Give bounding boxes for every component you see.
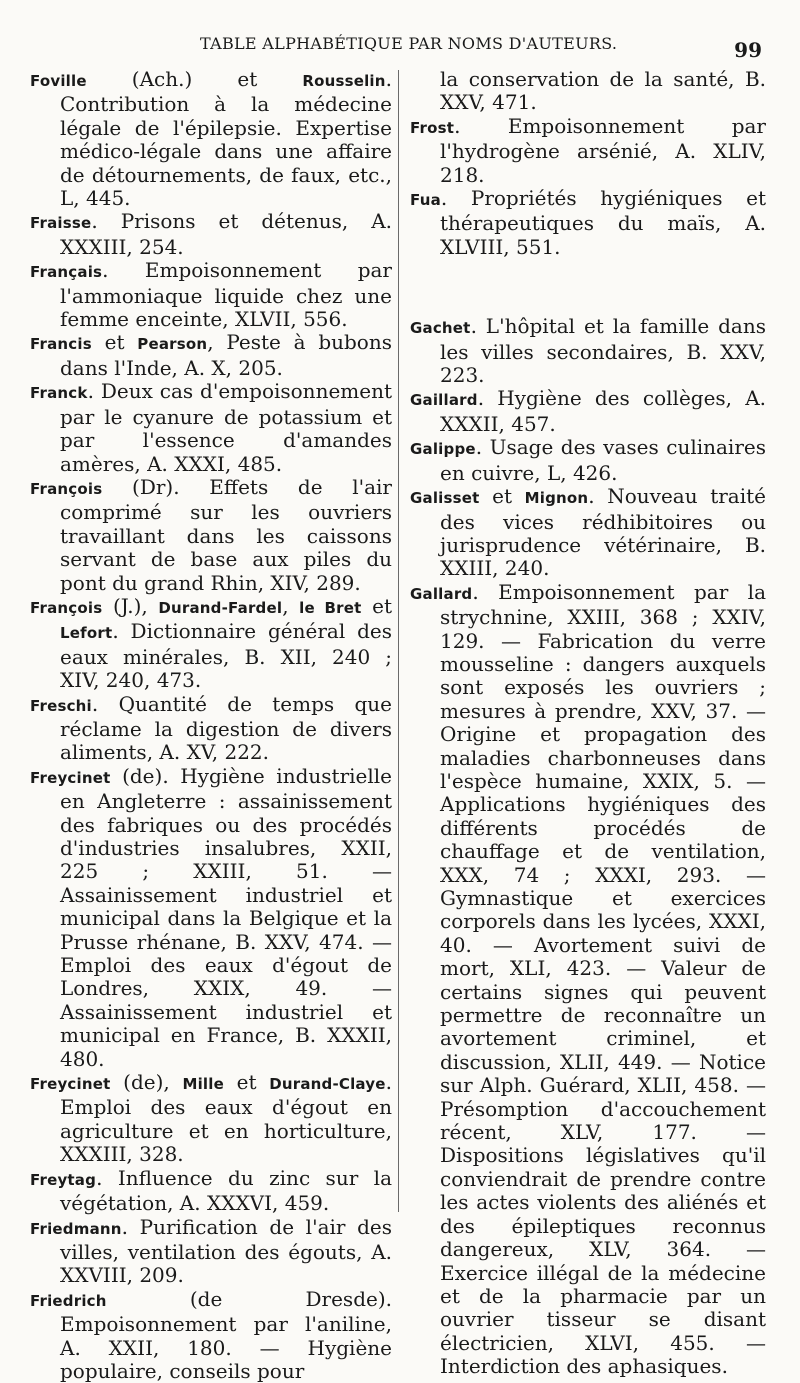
author-name: Freycinet (30, 768, 111, 787)
author-name: Freytag (30, 1170, 97, 1189)
author-name: le Bret (299, 598, 362, 617)
author-name: Friedrich (30, 1291, 107, 1310)
author-name: Galippe (410, 440, 476, 459)
index-entry: Gallard. Empoisonnement par la strychnine, XXIII, 368 ; XXIV, 129. — Fabrication du verre mousseline : dangers auxquels sont exposés les ouvriers ; mesures à prendre, XXV, 37. — Origine et propagation des maladies charbonneuses dans l'espèce humaine, XXIX, 5. — Applications hygiéniques des différents procédés de chauffage et de ventilation, XXX, 74 ; XXXI, 293. — Gymnastique et exercices corporels dans les lycées, XXXI, 40. — Avortement suivi de mort, XLI, 423. — Valeur de certains signes qui peuvent permettre de reconnaître un avortement criminel, et discussion, XLII, 449. — Notice sur Alph. Guérard, XLII, 458. — Présomption d'accouchement récent, XLV, 177. — Dispositions législatives qu'il conviendrait de prendre contre les actes violents des aliénés et des épileptiques reconnus dangereux, XLV, 364. — Exercice illégal de la médecine et de la pharmacie par un ouvrier tisseur se disant électricien, XLVI, 455. — Interdiction des aphasiques. (410, 579, 766, 1379)
author-name: Rousselin (302, 72, 386, 90)
author-name: Fraisse (30, 214, 92, 233)
author-name: Galisset (410, 489, 480, 508)
index-entry: Freytag. Influence du zinc sur la végétation, A. XXXVI, 459. (30, 1165, 392, 1216)
index-entry: Friedrich (de Dresde). Empoisonnement par l'aniline, A. XXII, 180. — Hygiène populaire, conseils pour (30, 1286, 392, 1383)
index-entry: Freycinet (de). Hygiène industrielle en Angleterre : assainissement des fabriques ou des procédés d'industries insalubres, XXII, 225 ; XXIII, 51. — Assainissement industriel et municipal dans la Belgique et la Prusse rhénane, B. XXV, 474. — Emploi des eaux d'égout de Londres, XXIX, 49. — Assainissement industriel et municipal en France, B. XXXII, 480. (30, 763, 392, 1071)
index-entry: Friedmann. Purification de l'air des villes, ventilation des égouts, A. XXVIII, 209. (30, 1214, 392, 1288)
column-divider (398, 70, 399, 1212)
index-entry: Frost. Empoisonnement par l'hydrogène arsénié, A. XLIV, 218. (410, 113, 766, 187)
index-entry: Fua. Propriétés hygiéniques et thérapeutiques du maïs, A. XLVIII, 551. (410, 186, 766, 259)
left-column (30, 68, 392, 1383)
author-name: François (30, 598, 103, 617)
index-entry: Gachet. L'hôpital et la famille dans les villes secondaires, B. XXV, 223. (410, 314, 766, 388)
index-entry: Freschi. Quantité de temps que réclame la digestion de divers aliments, A. XV, 222. (30, 691, 392, 765)
author-name: Mignon (524, 489, 589, 508)
index-entry: Freycinet (de), Mille et Durand-Claye. Emploi des eaux d'égout en agriculture et en horticulture, XXXIII, 328. (30, 1070, 392, 1167)
author-name: Mille (182, 1075, 224, 1094)
index-entry: Gaillard. Hygiène des collèges, A. XXXII, 457. (410, 386, 766, 436)
author-name: Gaillard (410, 391, 478, 410)
author-name: Freschi (30, 696, 92, 715)
page-header (0, 30, 800, 60)
index-entry: Francis et Pearson, Peste à bubons dans l'Inde, A. X, 205. (30, 330, 392, 380)
author-name: Friedmann (30, 1219, 122, 1238)
author-name: Pearson (137, 335, 208, 354)
index-entry: Français. Empoisonnement par l'ammoniaque liquide chez une femme enceinte, XLVII, 556. (30, 258, 392, 332)
author-name: Durand-Fardel (158, 598, 283, 617)
index-entry-continuation: la conservation de la santé, B. XXV, 471. (440, 67, 766, 115)
page-number: 99 (734, 38, 762, 62)
index-entry: Galippe. Usage des vases culinaires en cuivre, L, 426. (410, 435, 766, 485)
author-name: Fua (410, 191, 441, 210)
index-entry: Fraisse. Prisons et détenus, A. XXXIII, 254. (30, 209, 392, 259)
author-name: Foville (30, 72, 87, 90)
author-name: Franck (30, 384, 88, 403)
author-name: Lefort (60, 624, 113, 643)
index-entry: Foville (Ach.) et Rousselin. Contribution à la médecine légale de l'épilepsie. Expertise médico-légale dans une affaire de détournements, de faux, etc., L, 445. (30, 67, 392, 211)
author-name: Durand-Claye (269, 1075, 386, 1094)
author-name: Freycinet (30, 1075, 111, 1094)
author-name: Francis (30, 335, 92, 354)
index-entry: François (J.), Durand-Fardel, le Bret et Lefort. Dictionnaire général des eaux minérales, B. XII, 240 ; XIV, 240, 473. (30, 593, 393, 693)
index-entry: Franck. Deux cas d'empoisonnement par le cyanure de potassium et par l'essence d'amandes amères, A. XXXI, 485. (30, 379, 392, 476)
index-entry: François (Dr). Effets de l'air comprimé sur les ouvriers travaillant dans les caissons servant de base aux piles du pont du grand Rhin, XIV, 289. (30, 474, 392, 595)
right-column (410, 68, 766, 1379)
running-title: TABLE ALPHABÉTIQUE PAR NOMS D'AUTEURS. (200, 34, 618, 53)
author-name: Gallard (410, 584, 473, 603)
author-name: Français (30, 263, 103, 282)
index-entry: Galisset et Mignon. Nouveau traité des vices rédhibitoires ou jurisprudence vétérinaire, B. XXIII, 240. (410, 484, 766, 581)
author-name: François (30, 479, 103, 498)
author-name: Frost (410, 118, 455, 137)
author-name: Gachet (410, 319, 471, 338)
